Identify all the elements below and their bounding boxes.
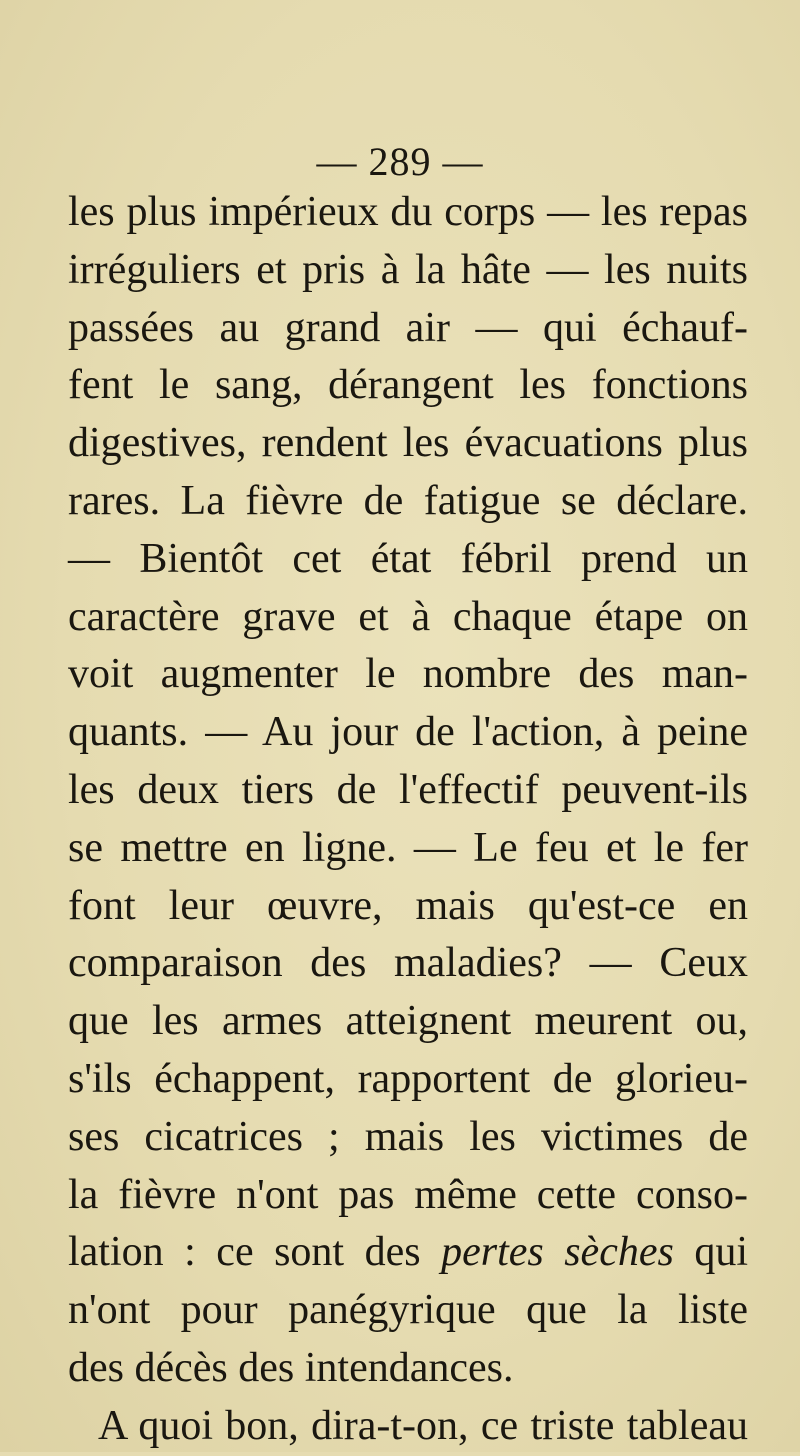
text-line: irréguliers et pris à la hâte — les nuits [68, 246, 748, 293]
text-line: comparaison des maladies? — Ceux [68, 940, 748, 987]
text-line: A quoi bon, dira-t-on, ce triste tableau [98, 1402, 748, 1449]
text-line: passées au grand air — qui échauf- [68, 304, 748, 351]
text-line: font leur œuvre, mais qu'est-ce en [68, 882, 748, 929]
text-line: se mettre en ligne. — Le feu et le fer [68, 824, 748, 871]
text-line: n'ont pour panégyrique que la liste [68, 1287, 748, 1334]
text-line: les plus impérieux du corps — les repas [68, 189, 748, 235]
text-line: fent le sang, dérangent les fonctions [68, 362, 748, 409]
body-text [68, 184, 748, 1456]
text-segment: lation : ce sont des [68, 1229, 442, 1276]
text-line: la fièvre n'ont pas même cette conso- [68, 1171, 748, 1218]
italic-phrase: pertes sèches [441, 1229, 674, 1276]
text-line: voit augmenter le nombre des man- [68, 651, 748, 698]
text-line: que les armes atteignent meurent ou, [68, 998, 748, 1045]
text-line-with-italic [68, 1224, 748, 1282]
text-line: — Bientôt cet état fébril prend un [68, 535, 748, 582]
text-line: des décès des intendances. [68, 1344, 514, 1391]
text-line: les deux tiers de l'effectif peuvent-ils [68, 766, 748, 813]
page-number: — 289 — [316, 139, 484, 184]
text-line: quants. — Au jour de l'action, à peine [68, 709, 748, 756]
text-segment: qui [673, 1229, 748, 1276]
text-line: digestives, rendent les évacuations plus [68, 420, 748, 467]
text-line: ses cicatrices ; mais les victimes de [68, 1113, 748, 1160]
text-line: caractère grave et à chaque étape on [68, 593, 748, 640]
text-line: s'ils échappent, rapportent de glorieu- [68, 1055, 748, 1102]
text-line: rares. La fièvre de fatigue se déclare. [68, 477, 748, 524]
